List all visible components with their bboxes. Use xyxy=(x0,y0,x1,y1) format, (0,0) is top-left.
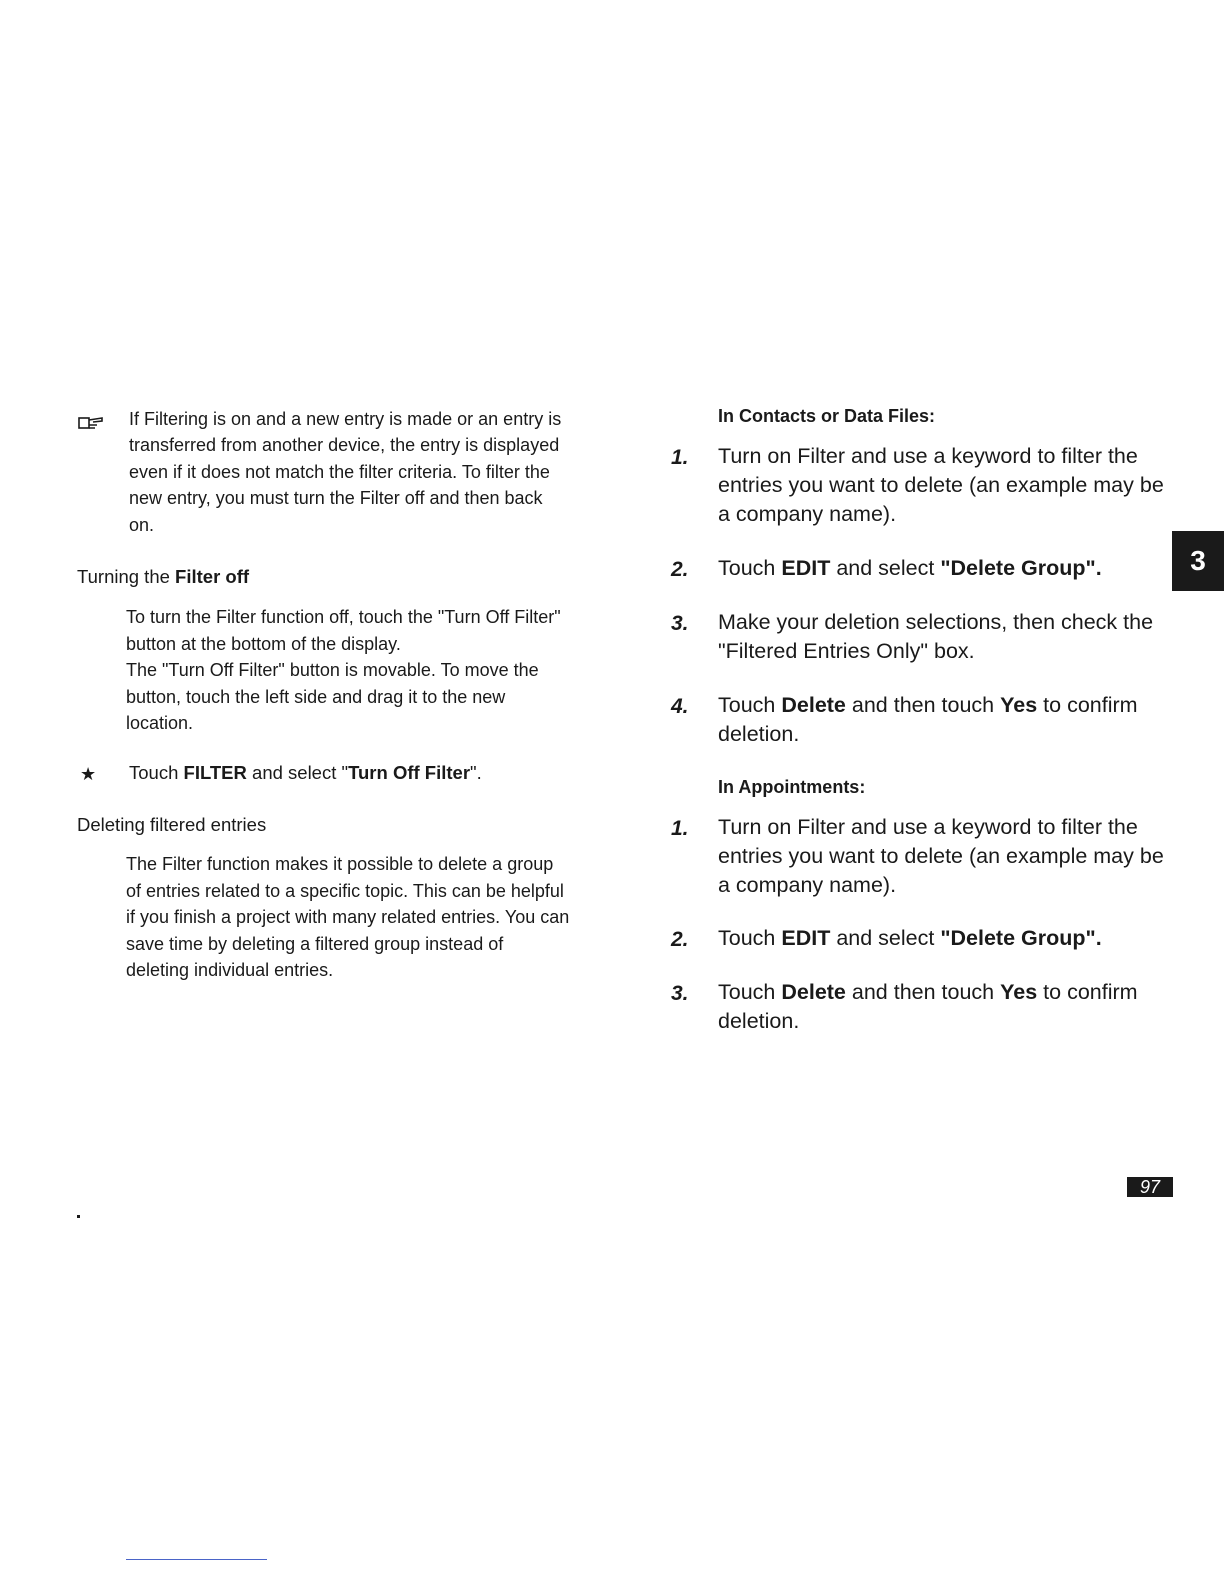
star-icon: ★ xyxy=(80,764,97,784)
chapter-tab: 3 xyxy=(1172,531,1224,591)
bottom-rule xyxy=(126,1559,267,1560)
step-number: 3. xyxy=(671,982,689,1005)
heading-deleting-filtered-entries: Deleting filtered entries xyxy=(77,814,267,835)
star-instruction: Touch FILTER and select "Turn Off Filter". xyxy=(129,762,482,783)
step-number: 1. xyxy=(671,446,689,469)
step-text: Make your deletion selections, then check the "Filtered Entries Only" box. xyxy=(718,610,1154,663)
step-number: 1. xyxy=(671,817,689,840)
step-text: Touch EDIT and select "Delete Group". xyxy=(718,926,1102,950)
step-text: Touch EDIT and select "Delete Group". xyxy=(718,556,1102,580)
step-text: Touch Delete and then touch Yes to confirm deletion. xyxy=(718,980,1138,1033)
heading-contacts: In Contacts or Data Files: xyxy=(718,406,936,426)
note-text: If Filtering is on and a new entry is made or an entry is transferred from another device, the entry is displayed even if it does not match the filter criteria. To filter the new entry, you must turn the Filter off and then back on. xyxy=(129,409,562,535)
page-number: 97 xyxy=(1127,1177,1173,1197)
step-number: 2. xyxy=(671,928,689,951)
turn-off-paragraph-1: To turn the Filter function off, touch the "Turn Off Filter" button at the bottom of the display. xyxy=(126,607,561,654)
deleting-paragraph: The Filter function makes it possible to delete a group of entries related to a specific topic. This can be helpful if you finish a project with many related entries. You can save time by deleting a filtered group instead of deleting individual entries. xyxy=(126,854,570,980)
heading-turning-filter-off: Turning the Filter off xyxy=(77,566,250,587)
step-number: 4. xyxy=(671,695,689,718)
stray-dot xyxy=(77,1215,80,1218)
step-text: Touch Delete and then touch Yes to confirm deletion. xyxy=(718,693,1138,746)
step-text: Turn on Filter and use a keyword to filter the entries you want to delete (an example may be a company name). xyxy=(718,815,1164,897)
heading-appointments: In Appointments: xyxy=(718,777,866,797)
step-text: Turn on Filter and use a keyword to filter the entries you want to delete (an example may be a company name). xyxy=(718,444,1164,526)
step-number: 3. xyxy=(671,612,689,635)
turn-off-paragraph-2: The "Turn Off Filter" button is movable. To move the button, touch the left side and drag it to the new location. xyxy=(126,660,539,733)
pointing-hand-icon xyxy=(78,412,104,432)
step-number: 2. xyxy=(671,558,689,581)
